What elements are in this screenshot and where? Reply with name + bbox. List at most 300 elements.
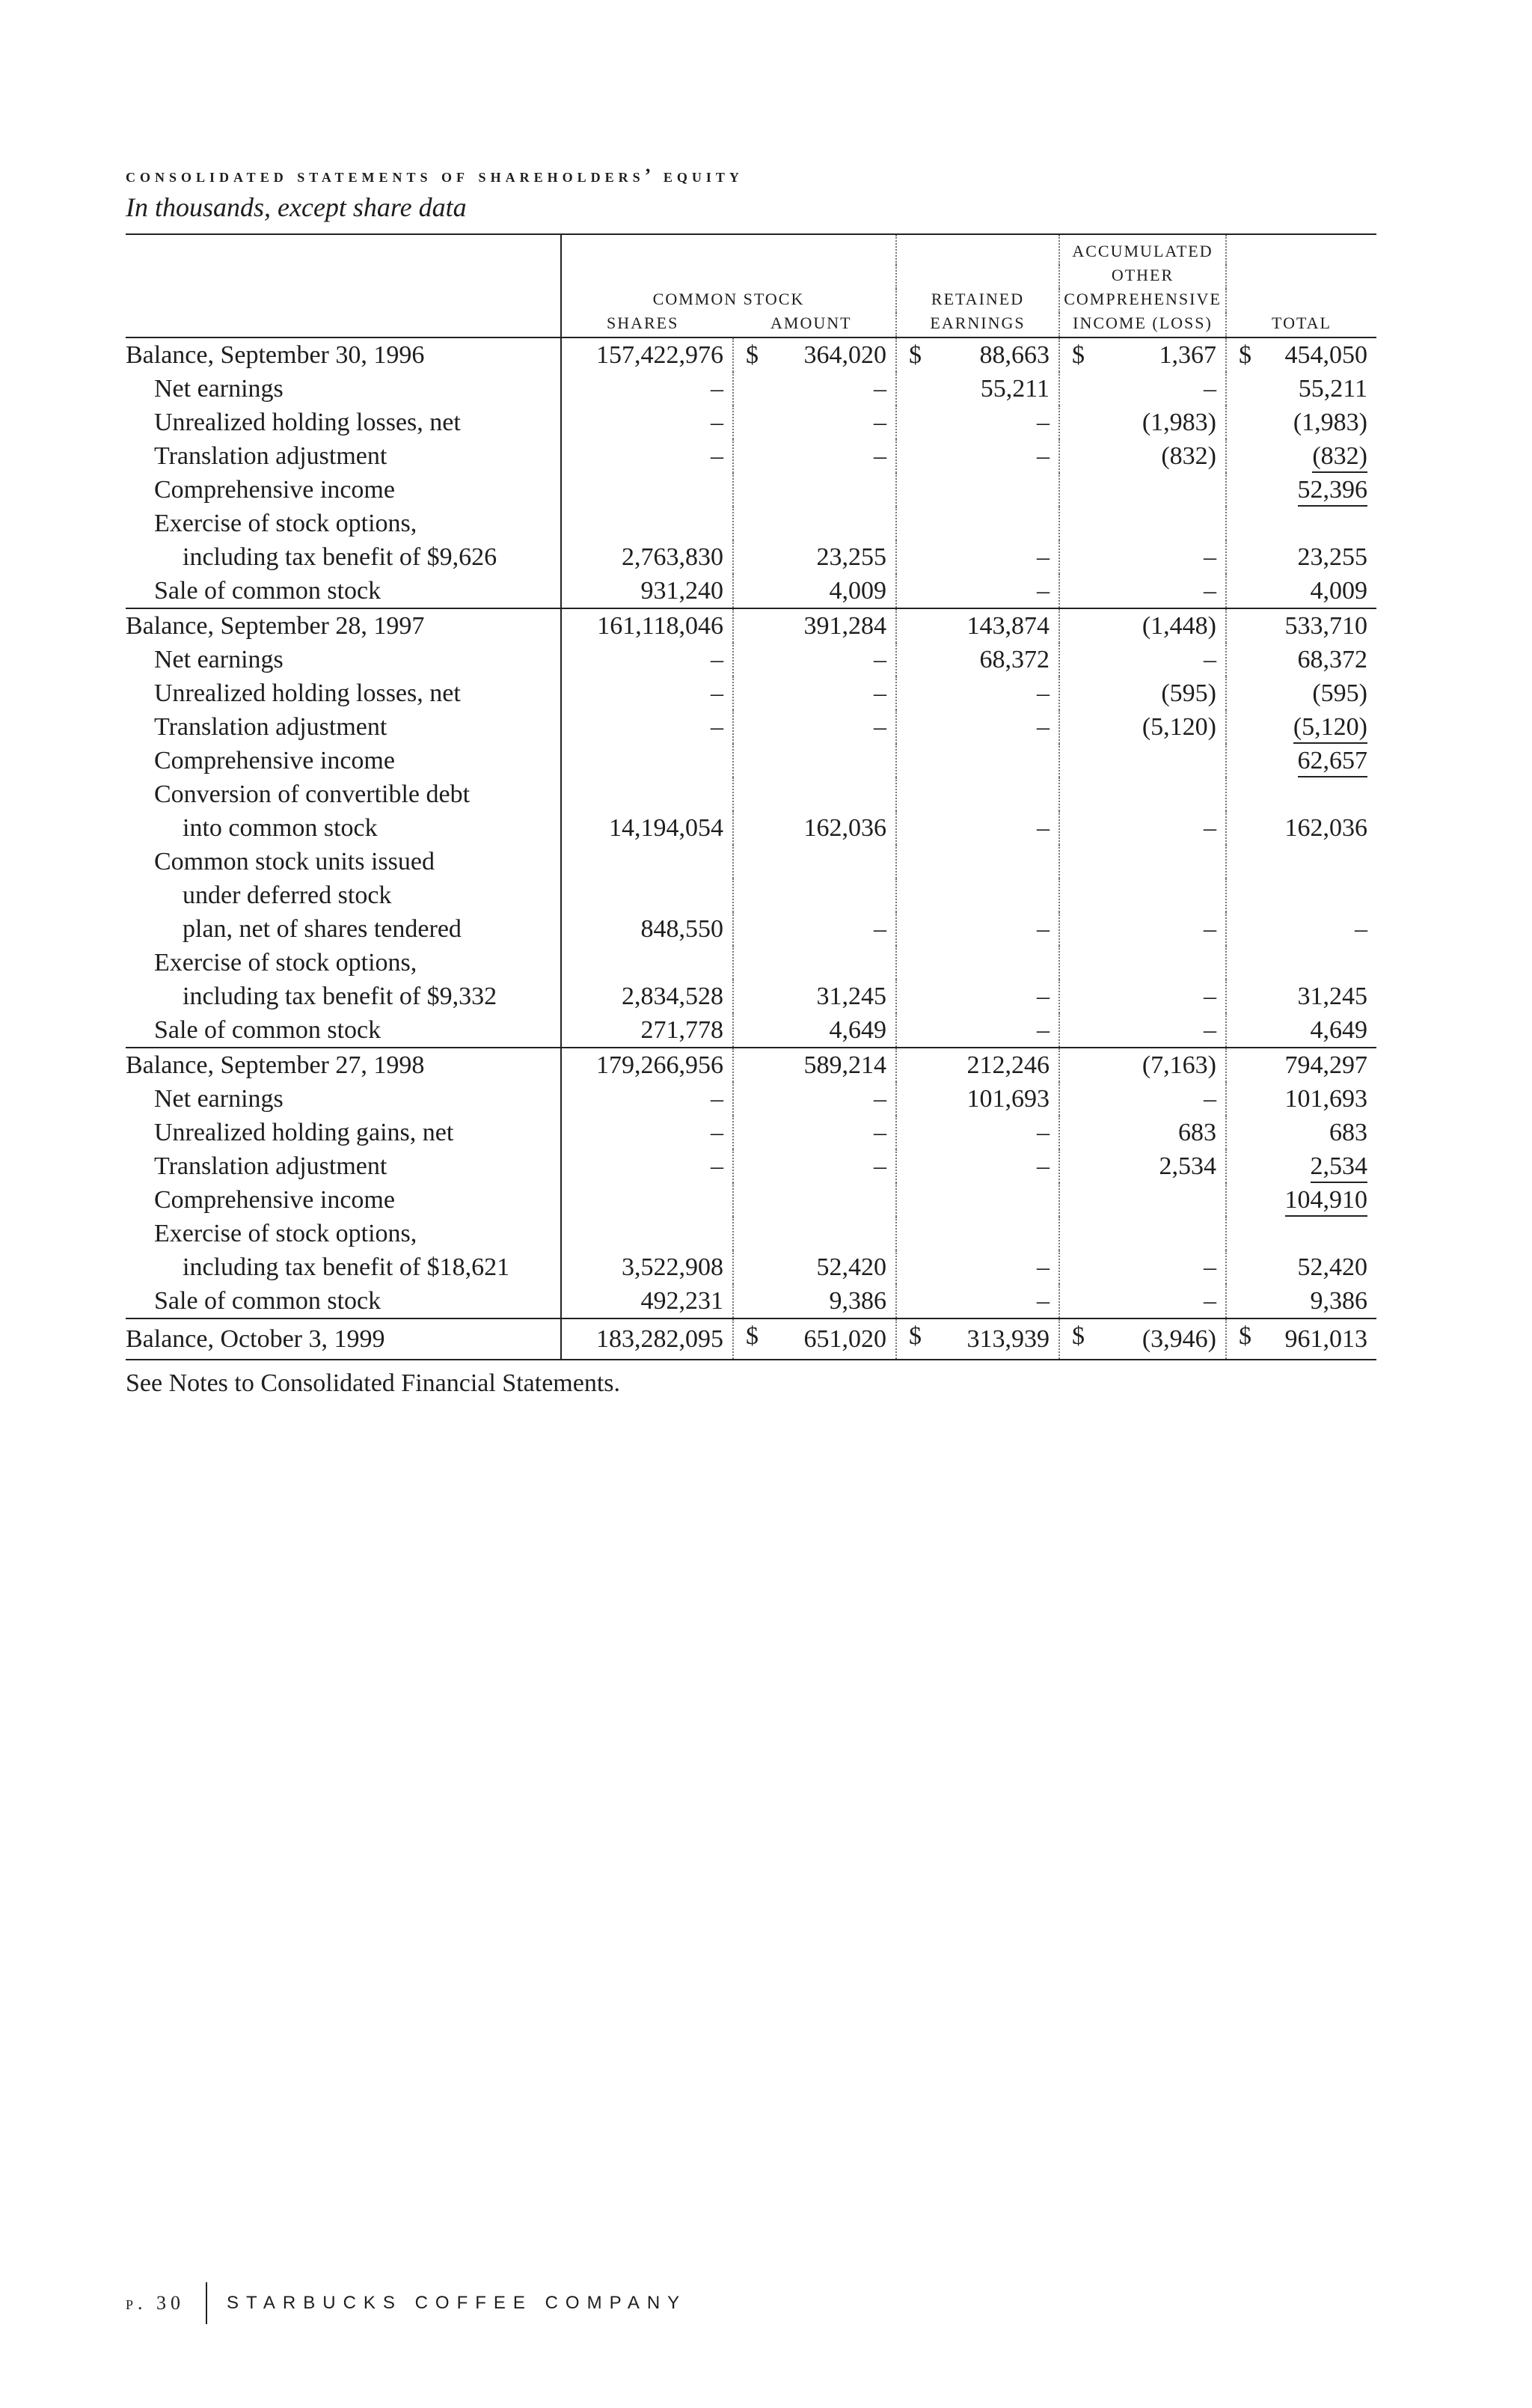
cell-value: – [1037, 442, 1050, 470]
cell-shares [561, 845, 733, 878]
cell-amount [733, 1318, 896, 1360]
row-label: Balance, September 30, 1996 [126, 341, 425, 369]
cell-shares [561, 473, 733, 507]
cell-shares [561, 811, 733, 845]
cell-amount [733, 777, 896, 811]
cell-aoci [1059, 1250, 1226, 1284]
cell-total [1226, 406, 1376, 439]
cell-value: – [1037, 543, 1050, 571]
table-row [126, 439, 1376, 473]
cell-value: – [874, 679, 886, 707]
currency-symbol: $ [909, 341, 922, 369]
cell-value: 1,367 [1159, 341, 1216, 369]
cell-value: – [1037, 983, 1050, 1010]
cell-value: (832) [1312, 441, 1367, 473]
cell-shares [561, 337, 733, 372]
cell-total [1226, 540, 1376, 574]
table-row [126, 1013, 1376, 1048]
cell-shares [561, 507, 733, 540]
cell-value: 179,266,956 [596, 1051, 723, 1079]
cell-aoci [1059, 574, 1226, 608]
footnote: See Notes to Consolidated Financial Statements. [126, 1369, 621, 1397]
header-amount: AMOUNT [733, 313, 896, 337]
cell-value: – [711, 646, 723, 673]
cell-shares [561, 676, 733, 710]
cell-shares [561, 1217, 733, 1250]
cell-aoci [1059, 676, 1226, 710]
cell-retained [896, 845, 1059, 878]
cell-value: – [1204, 983, 1216, 1010]
row-label: Sale of common stock [154, 577, 382, 605]
footer-divider [206, 2282, 207, 2324]
cell-total [1226, 1183, 1376, 1217]
cell-value: 161,118,046 [597, 612, 723, 640]
cell-value: (1,983) [1293, 409, 1367, 436]
cell-retained [896, 912, 1059, 946]
cell-total [1226, 1250, 1376, 1284]
cell-total [1226, 811, 1376, 845]
cell-amount [733, 1217, 896, 1250]
cell-aoci [1059, 439, 1226, 473]
cell-aoci [1059, 710, 1226, 744]
cell-value: 157,422,976 [596, 341, 723, 369]
cell-value: 101,693 [1284, 1085, 1367, 1113]
cell-value: 589,214 [803, 1051, 886, 1079]
cell-value: – [874, 409, 886, 436]
company-name: STARBUCKS COFFEE COMPANY [227, 2293, 687, 2313]
cell-shares [561, 1048, 733, 1082]
cell-total [1226, 1116, 1376, 1149]
cell-aoci [1059, 372, 1226, 406]
cell-amount [733, 643, 896, 676]
cell-value: (5,120) [1293, 712, 1367, 744]
cell-amount [733, 1082, 896, 1116]
cell-value: 683 [1178, 1119, 1216, 1146]
cell-amount [733, 1048, 896, 1082]
table-row [126, 1149, 1376, 1183]
row-label: including tax benefit of $18,621 [183, 1253, 510, 1281]
currency-symbol: $ [1239, 341, 1251, 369]
header-aoci-line1: ACCUMULATED [1059, 234, 1226, 265]
cell-shares [561, 710, 733, 744]
cell-retained [896, 710, 1059, 744]
cell-aoci [1059, 1284, 1226, 1318]
cell-shares [561, 1149, 733, 1183]
cell-value: – [1037, 409, 1050, 436]
cell-shares [561, 912, 733, 946]
cell-aoci [1059, 1082, 1226, 1116]
cell-amount [733, 406, 896, 439]
cell-value: 55,211 [1298, 375, 1367, 403]
cell-value: – [874, 713, 886, 741]
cell-value: – [1204, 915, 1216, 943]
cell-value: 4,649 [1310, 1016, 1367, 1044]
cell-aoci [1059, 540, 1226, 574]
cell-retained [896, 1183, 1059, 1217]
cell-amount [733, 1116, 896, 1149]
cell-value: 31,245 [816, 983, 886, 1010]
cell-value: 68,372 [979, 646, 1050, 673]
table-row [126, 912, 1376, 946]
balance-row [126, 608, 1376, 643]
cell-shares [561, 1183, 733, 1217]
row-label: Comprehensive income [154, 1186, 395, 1214]
currency-symbol: $ [1072, 341, 1085, 369]
table-row [126, 473, 1376, 507]
table-body [126, 337, 1376, 1360]
row-label: Net earnings [154, 375, 284, 403]
balance-row [126, 337, 1376, 372]
cell-amount [733, 710, 896, 744]
cell-retained [896, 1116, 1059, 1149]
cell-total [1226, 1217, 1376, 1250]
row-label: Comprehensive income [154, 747, 395, 774]
cell-shares [561, 1013, 733, 1048]
cell-value: (595) [1312, 679, 1367, 707]
cell-value: 55,211 [980, 375, 1050, 403]
cell-value: – [1355, 915, 1367, 943]
table-row [126, 372, 1376, 406]
cell-value: – [711, 375, 723, 403]
cell-amount [733, 439, 896, 473]
cell-amount [733, 1149, 896, 1183]
cell-value: 533,710 [1284, 612, 1367, 640]
cell-value: – [1037, 1253, 1050, 1281]
cell-total [1226, 1284, 1376, 1318]
row-label: Exercise of stock options, [154, 949, 417, 977]
currency-symbol: $ [1072, 1322, 1085, 1350]
cell-shares [561, 1116, 733, 1149]
cell-shares [561, 540, 733, 574]
cell-value: – [1204, 1016, 1216, 1044]
cell-value: 14,194,054 [609, 814, 723, 842]
cell-aoci [1059, 608, 1226, 643]
cell-shares [561, 1250, 733, 1284]
header-total: TOTAL [1226, 313, 1376, 337]
row-label: Sale of common stock [154, 1287, 382, 1315]
cell-retained [896, 1284, 1059, 1318]
cell-aoci [1059, 643, 1226, 676]
cell-value: – [1037, 679, 1050, 707]
cell-aoci [1059, 1217, 1226, 1250]
cell-retained [896, 1217, 1059, 1250]
cell-value: – [1037, 1016, 1050, 1044]
cell-retained [896, 574, 1059, 608]
cell-value: – [874, 375, 886, 403]
table-row [126, 710, 1376, 744]
cell-value: (832) [1161, 442, 1216, 470]
cell-value: – [874, 1152, 886, 1180]
cell-shares [561, 946, 733, 980]
cell-value: 454,050 [1284, 341, 1367, 369]
cell-aoci [1059, 744, 1226, 777]
table-header [126, 234, 1376, 337]
cell-aoci [1059, 1183, 1226, 1217]
currency-symbol: $ [746, 1322, 759, 1350]
cell-aoci [1059, 1013, 1226, 1048]
table-row [126, 744, 1376, 777]
cell-value: 2,763,830 [622, 543, 723, 571]
table-row [126, 643, 1376, 676]
cell-shares [561, 574, 733, 608]
cell-retained [896, 439, 1059, 473]
row-label: plan, net of shares tendered [183, 915, 462, 943]
cell-retained [896, 1318, 1059, 1360]
cell-total [1226, 337, 1376, 372]
cell-shares [561, 1082, 733, 1116]
header-retained-line2: EARNINGS [896, 313, 1059, 337]
cell-value: 492,231 [640, 1287, 723, 1315]
cell-aoci [1059, 473, 1226, 507]
table-row [126, 878, 1376, 912]
cell-shares [561, 608, 733, 643]
cell-value: 212,246 [966, 1051, 1050, 1079]
cell-total [1226, 1013, 1376, 1048]
cell-total [1226, 372, 1376, 406]
cell-retained [896, 878, 1059, 912]
table-row [126, 1217, 1376, 1250]
cell-value: 88,663 [979, 341, 1050, 369]
header-retained-line1: RETAINED [896, 289, 1059, 313]
cell-total [1226, 845, 1376, 878]
cell-total [1226, 912, 1376, 946]
cell-amount [733, 845, 896, 878]
header-aoci-line2: OTHER [1059, 265, 1226, 289]
header-shares: SHARES [561, 313, 733, 337]
row-label: Balance, October 3, 1999 [126, 1318, 561, 1360]
header-aoci-line3: COMPREHENSIVE [1059, 289, 1226, 313]
statement-subtitle: In thousands, except share data [126, 192, 467, 222]
row-label: Balance, September 28, 1997 [126, 608, 561, 643]
row-label: under deferred stock [183, 881, 392, 909]
cell-retained [896, 777, 1059, 811]
row-label: Unrealized holding gains, net [154, 1119, 454, 1146]
cell-value: – [874, 1085, 886, 1113]
cell-aoci [1059, 811, 1226, 845]
cell-shares [561, 439, 733, 473]
cell-total [1226, 676, 1376, 710]
cell-total [1226, 946, 1376, 980]
cell-amount [733, 878, 896, 912]
cell-total [1226, 878, 1376, 912]
cell-value: (595) [1161, 679, 1216, 707]
cell-amount [733, 946, 896, 980]
equity-table-container [126, 233, 1376, 1360]
cell-value: 794,297 [1284, 1051, 1367, 1079]
cell-value: 162,036 [1284, 814, 1367, 842]
cell-value: – [711, 409, 723, 436]
cell-retained [896, 676, 1059, 710]
cell-total [1226, 507, 1376, 540]
cell-total [1226, 744, 1376, 777]
table-row [126, 1183, 1376, 1217]
cell-retained [896, 1250, 1059, 1284]
cell-aoci [1059, 777, 1226, 811]
table-row [126, 980, 1376, 1013]
cell-value: – [711, 713, 723, 741]
cell-value: 961,013 [1284, 1325, 1367, 1353]
cell-aoci [1059, 912, 1226, 946]
row-label: into common stock [183, 814, 378, 842]
cell-value: – [711, 442, 723, 470]
cell-shares [561, 878, 733, 912]
cell-value: – [1204, 543, 1216, 571]
cell-value: – [1037, 1287, 1050, 1315]
cell-retained [896, 1013, 1059, 1048]
cell-value: (1,448) [1142, 612, 1216, 640]
table-row [126, 406, 1376, 439]
cell-aoci [1059, 406, 1226, 439]
cell-value: 2,534 [1159, 1152, 1216, 1180]
row-label: Unrealized holding losses, net [154, 679, 461, 707]
cell-retained [896, 744, 1059, 777]
cell-aoci [1059, 946, 1226, 980]
cell-total [1226, 710, 1376, 744]
cell-value: 9,386 [1310, 1287, 1367, 1315]
cell-value: – [1204, 1287, 1216, 1315]
cell-retained [896, 1082, 1059, 1116]
cell-shares [561, 1284, 733, 1318]
cell-value: 101,693 [966, 1085, 1050, 1113]
cell-value: (7,163) [1142, 1051, 1216, 1079]
cell-value: 104,910 [1285, 1185, 1368, 1217]
page-number: p. 30 [126, 2292, 186, 2314]
cell-retained [896, 406, 1059, 439]
cell-value: – [874, 442, 886, 470]
currency-symbol: $ [1239, 1322, 1251, 1350]
cell-retained [896, 608, 1059, 643]
row-label: Exercise of stock options, [154, 1220, 417, 1247]
row-label: Unrealized holding losses, net [154, 409, 461, 436]
cell-value: – [711, 679, 723, 707]
cell-value: 364,020 [803, 341, 886, 369]
row-label: Balance, September 27, 1998 [126, 1048, 561, 1082]
cell-amount [733, 1013, 896, 1048]
cell-aoci [1059, 507, 1226, 540]
row-label: Translation adjustment [154, 442, 387, 470]
cell-value: 52,420 [1297, 1253, 1367, 1281]
cell-total [1226, 608, 1376, 643]
row-label: Conversion of convertible debt [154, 780, 471, 808]
cell-aoci [1059, 337, 1226, 372]
cell-total [1226, 1082, 1376, 1116]
cell-value: 183,282,095 [596, 1325, 723, 1353]
cell-total [1226, 1048, 1376, 1082]
cell-retained [896, 1048, 1059, 1082]
cell-retained [896, 980, 1059, 1013]
cell-aoci [1059, 980, 1226, 1013]
cell-amount [733, 811, 896, 845]
cell-amount [733, 676, 896, 710]
row-label: Translation adjustment [154, 1152, 387, 1180]
cell-value: – [1037, 713, 1050, 741]
cell-total [1226, 777, 1376, 811]
cell-value: 391,284 [803, 612, 886, 640]
table-row [126, 845, 1376, 878]
row-label: Comprehensive income [154, 476, 395, 504]
cell-value: 4,009 [1310, 577, 1367, 605]
cell-value: – [1037, 577, 1050, 605]
cell-value: – [1037, 915, 1050, 943]
cell-amount [733, 574, 896, 608]
cell-value: 3,522,908 [622, 1253, 723, 1281]
cell-amount [733, 912, 896, 946]
shareholders-equity-table [126, 233, 1376, 1360]
cell-value: 683 [1329, 1119, 1367, 1146]
cell-aoci [1059, 878, 1226, 912]
cell-value: (5,120) [1142, 713, 1216, 741]
row-label: Common stock units issued [154, 848, 435, 876]
cell-retained [896, 946, 1059, 980]
cell-amount [733, 1183, 896, 1217]
cell-amount [733, 540, 896, 574]
cell-retained [896, 372, 1059, 406]
cell-amount [733, 744, 896, 777]
cell-value: 52,420 [816, 1253, 886, 1281]
cell-value: – [1204, 814, 1216, 842]
currency-symbol: $ [746, 341, 759, 369]
cell-value: – [1204, 646, 1216, 673]
cell-value: – [1037, 1152, 1050, 1180]
cell-amount [733, 337, 896, 372]
table-row [126, 507, 1376, 540]
cell-shares [561, 777, 733, 811]
balance-row [126, 1318, 1376, 1360]
table-row [126, 811, 1376, 845]
cell-value: 31,245 [1297, 983, 1367, 1010]
cell-amount [733, 507, 896, 540]
cell-value: 62,657 [1298, 746, 1368, 777]
cell-total [1226, 643, 1376, 676]
cell-value: (1,983) [1142, 409, 1216, 436]
cell-total [1226, 1318, 1376, 1360]
cell-value: – [1204, 577, 1216, 605]
cell-value: – [1204, 1085, 1216, 1113]
cell-amount [733, 372, 896, 406]
cell-value: (3,946) [1142, 1325, 1216, 1353]
cell-value: 271,778 [640, 1016, 723, 1044]
cell-retained [896, 337, 1059, 372]
row-label: Exercise of stock options, [154, 510, 417, 537]
cell-value: 143,874 [966, 612, 1050, 640]
cell-value: 68,372 [1297, 646, 1367, 673]
cell-amount [733, 980, 896, 1013]
cell-retained [896, 811, 1059, 845]
cell-value: 4,649 [829, 1016, 886, 1044]
page-footer [126, 2285, 687, 2321]
row-label: Translation adjustment [154, 713, 387, 741]
cell-retained [896, 473, 1059, 507]
cell-shares [561, 744, 733, 777]
cell-value: 2,534 [1311, 1152, 1368, 1183]
table-row [126, 574, 1376, 608]
cell-amount [733, 1284, 896, 1318]
cell-retained [896, 643, 1059, 676]
currency-symbol: $ [909, 1322, 922, 1350]
cell-shares [561, 643, 733, 676]
row-label: Net earnings [154, 1085, 284, 1113]
cell-value: 23,255 [1297, 543, 1367, 571]
table-row [126, 946, 1376, 980]
cell-value: – [711, 1152, 723, 1180]
cell-retained [896, 1149, 1059, 1183]
cell-aoci [1059, 1116, 1226, 1149]
cell-value: 52,396 [1298, 475, 1368, 507]
cell-value: – [711, 1085, 723, 1113]
cell-amount [733, 473, 896, 507]
row-label: Net earnings [154, 646, 284, 673]
row-label: including tax benefit of $9,332 [183, 983, 497, 1010]
